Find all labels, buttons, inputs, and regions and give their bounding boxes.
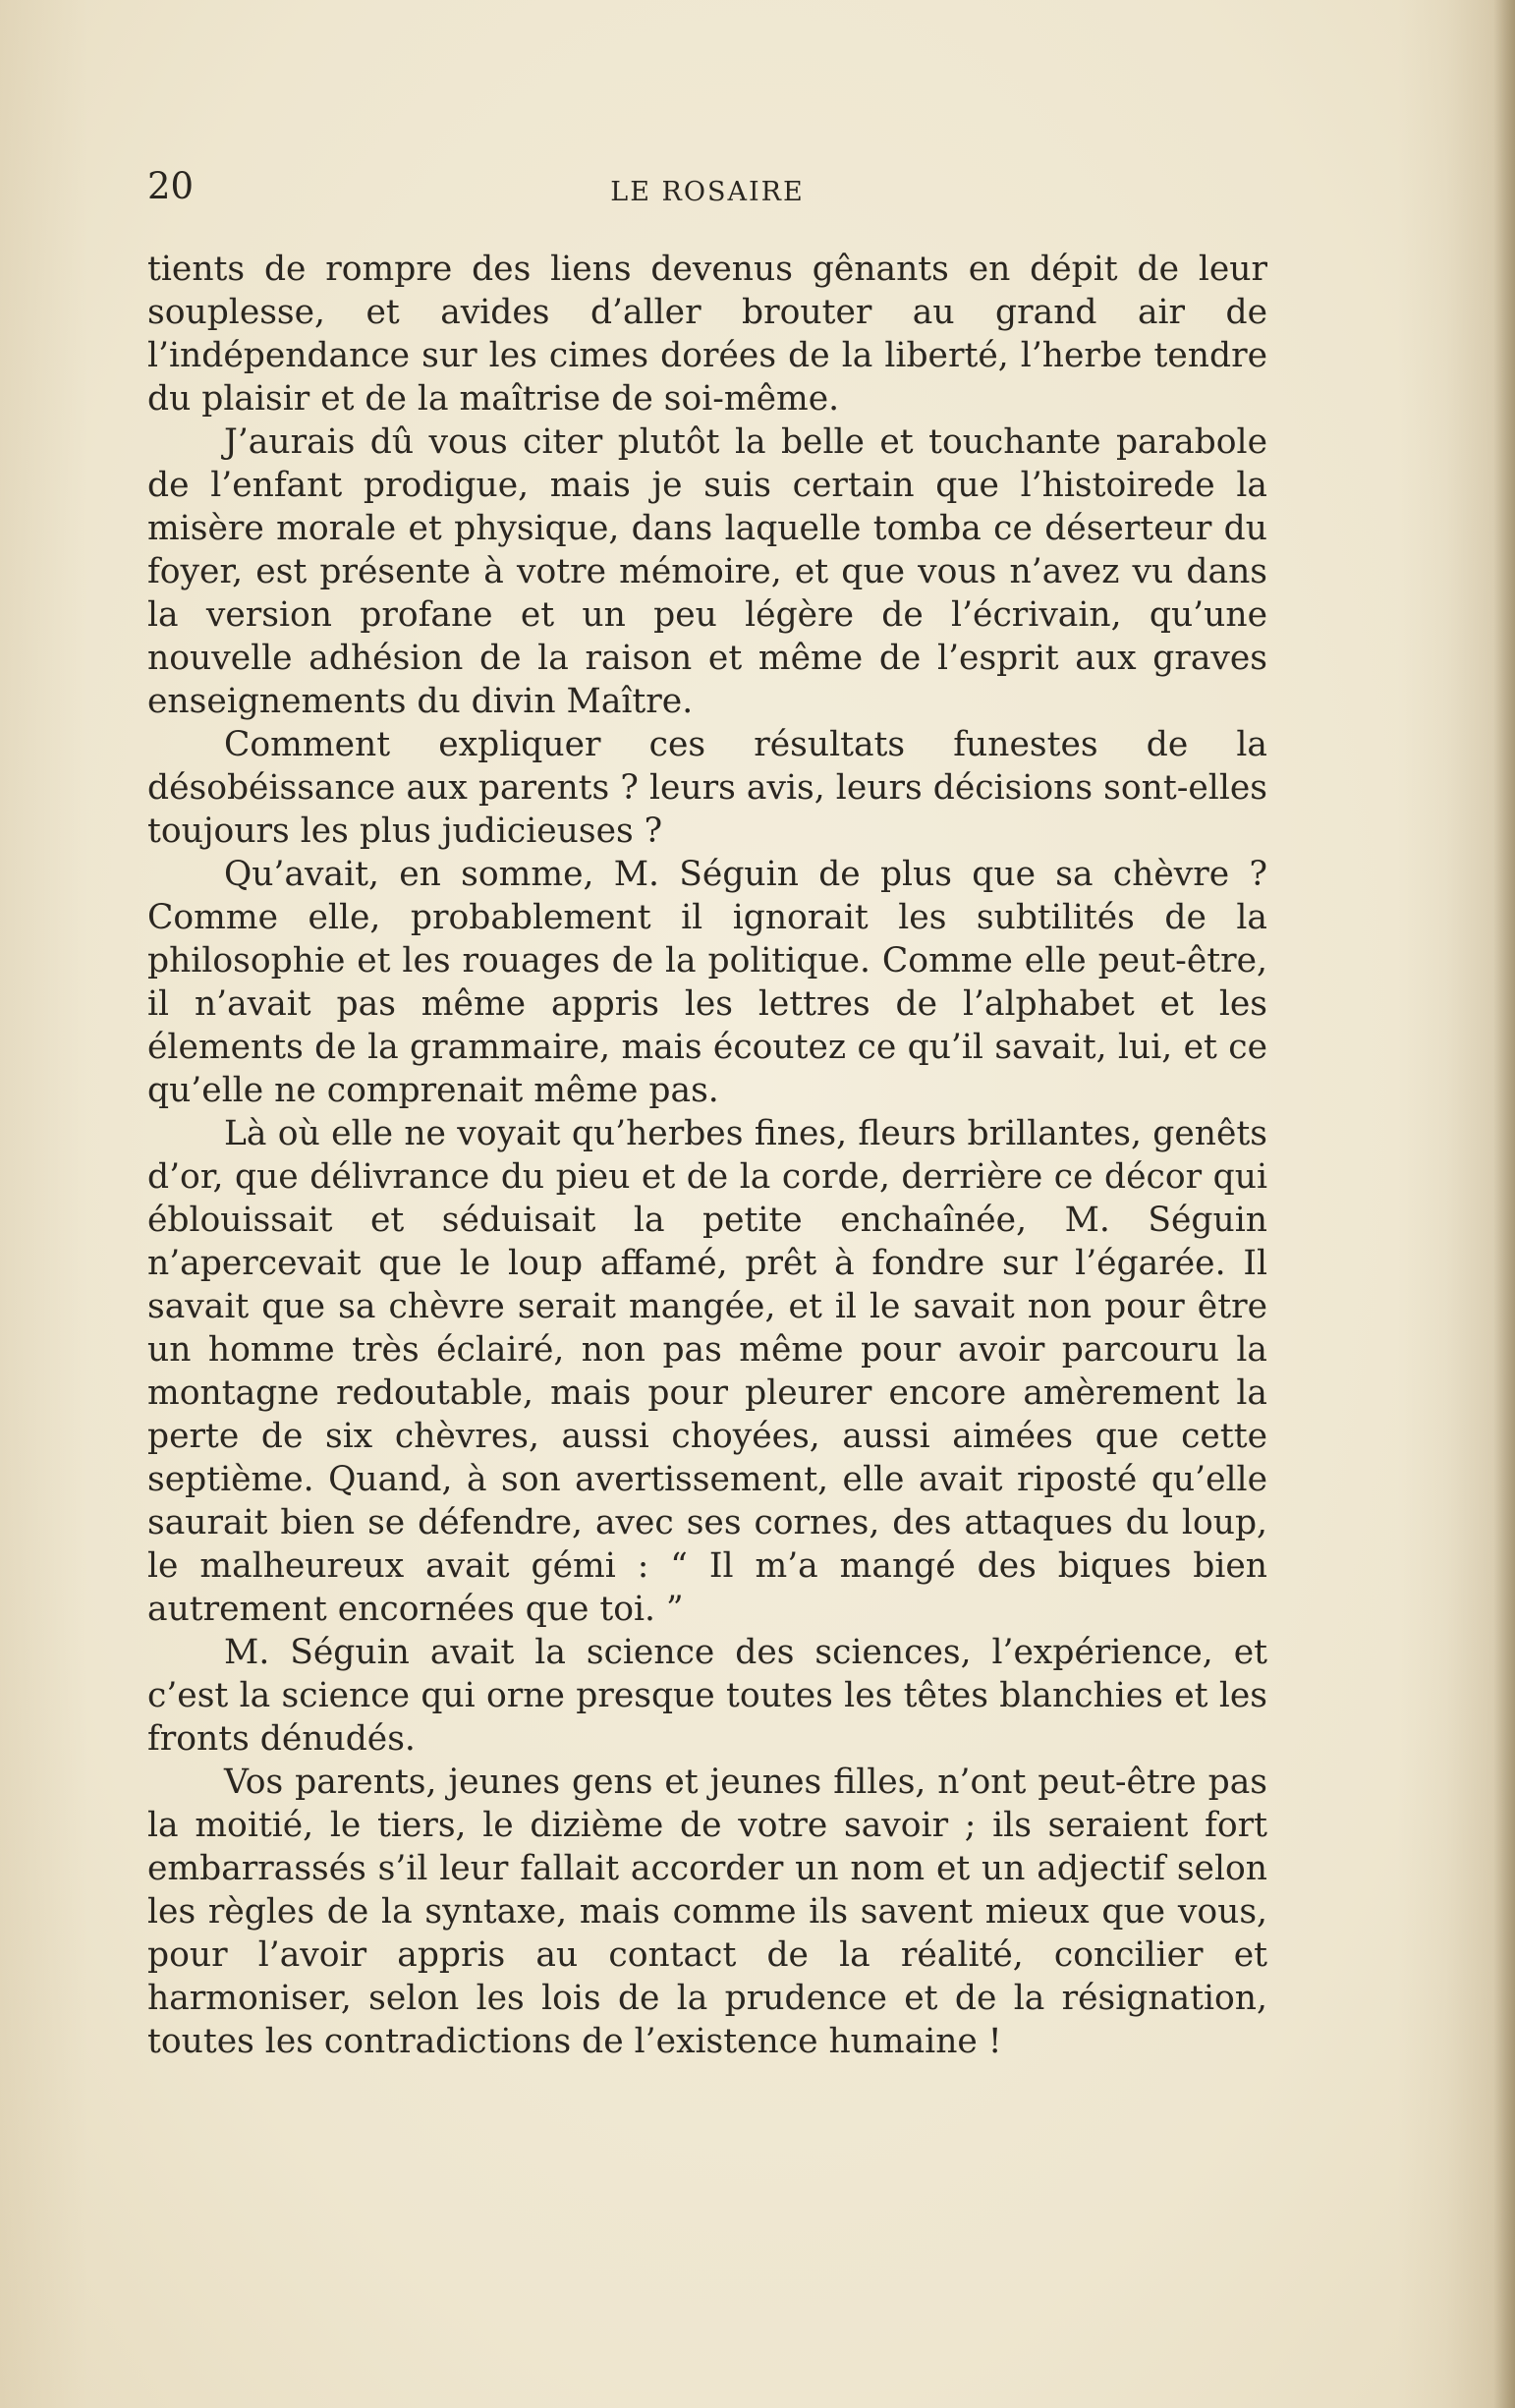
paragraph: Vos parents, jeunes gens et jeunes filles, n’ont peut-être pas la moitié, le tiers, le dizième de votre savoir ; ils seraient fort embarrassés s’il leur fallait accorder un nom et un adjectif selon les règles de la syntaxe, mais comme ils savent mieux que vous, pour l’avoir appris au contact de la réalité, concilier et harmoniser, selon les lois de la prudence et de la résignation, toutes les contradictions de l’existence humaine ! — [147, 1763, 1267, 2061]
body-text — [147, 248, 1267, 2063]
paragraph: J’aurais dû vous citer plutôt la belle et touchante parabole de l’enfant prodigue, mais je suis certain que l’histoirede la misère morale et physique, dans laquelle tomba ce déserteur du foyer, est présente à votre mémoire, et que vous n’avez vu dans la version profane et un peu légère de l’écrivain, qu’une nouvelle adhésion de la raison et même de l’esprit aux graves enseignements du divin Maître. — [147, 422, 1267, 721]
paragraph: tients de rompre des liens devenus gênants en dépit de leur souplesse, et avides d’aller brouter au grand air de l’indépendance sur les cimes dorées de la liberté, l’herbe tendre du plaisir et de la maîtrise de soi-même. — [147, 250, 1267, 419]
paragraph: Comment expliquer ces résultats funestes de la désobéissance aux parents ? leurs avis, leurs décisions sont-elles toujours les plus judicieuses ? — [147, 725, 1267, 851]
paragraph: Là où elle ne voyait qu’herbes fines, fleurs brillantes, genêts d’or, que délivrance du pieu et de la corde, derrière ce décor qui éblouissait et séduisait la petite enchaînée, M. Séguin n’apercevait que le loup affamé, prêt à fondre sur l’égarée. Il savait que sa chèvre serait mangée, et il le savait non pour être un homme très éclairé, non pas même pour avoir parcouru la montagne redoutable, mais pour pleurer encore amèrement la perte de six chèvres, aussi choyées, aussi aimées que cette septième. Quand, à son avertissement, elle avait riposté qu’elle saurait bien se défendre, avec ses cornes, des attaques du loup, le malheureux avait gémi : “ Il m’a mangé des biques bien autrement encornées que toi. ” — [147, 1114, 1267, 1629]
paragraph: Qu’avait, en somme, M. Séguin de plus que sa chèvre ? Comme elle, probablement il ignorait les subtilités de la philosophie et les rouages de la politique. Comme elle peut-être, il n’avait pas même appris les lettres de l’alphabet et les élements de la grammaire, mais écoutez ce qu’il savait, lui, et ce qu’elle ne comprenait même pas. — [147, 855, 1267, 1110]
page-edge-shadow — [1493, 0, 1515, 2408]
page-header — [147, 165, 1267, 214]
running-title: LE ROSAIRE — [610, 177, 805, 207]
paragraph: M. Séguin avait la science des sciences, l’expérience, et c’est la science qui orne presque toutes les têtes blanchies et les fronts dénudés. — [147, 1633, 1267, 1759]
page-number: 20 — [147, 165, 195, 207]
